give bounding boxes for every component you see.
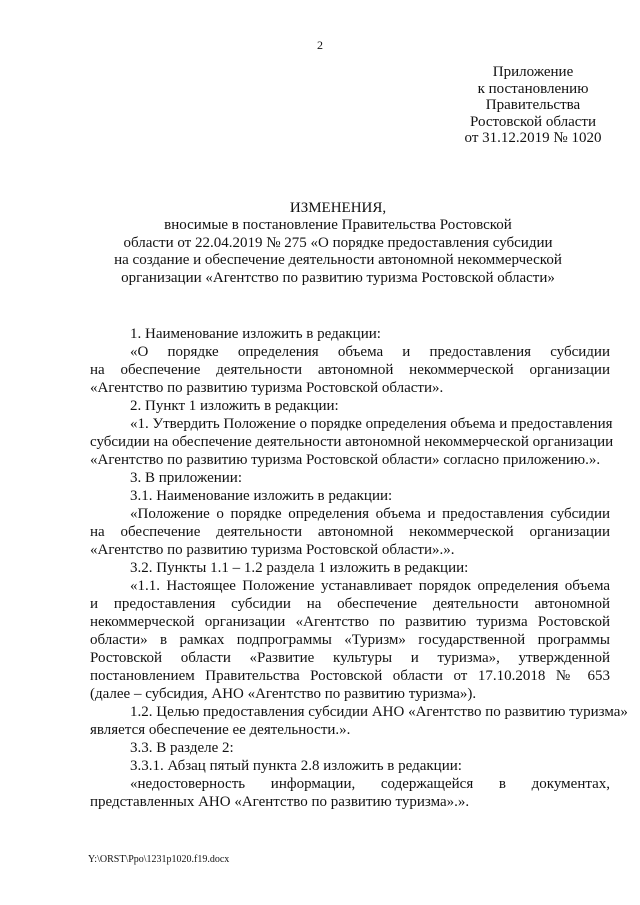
body-line: 3. В приложении: xyxy=(130,470,242,486)
annex-line: Правительства xyxy=(485,97,581,114)
body-line: некоммерческой организации «Агентство по развитию туризма Ростовской xyxy=(90,614,610,630)
body-line: «недостоверность информации, содержащейся в документах, xyxy=(130,776,610,792)
page-number: 2 xyxy=(317,38,323,52)
body-line: постановлением Правительства Ростовской области от 17.10.2018 № 653 xyxy=(90,668,610,684)
body-line: «О порядке определения объема и предоставления субсидии xyxy=(130,344,610,360)
body-line: «Агентство по развитию туризма Ростовской области» согласно приложению.». xyxy=(90,452,601,468)
annex-line: Ростовской области xyxy=(470,113,596,130)
body-line: «Агентство по развитию туризма Ростовской области». xyxy=(90,380,444,396)
body-line: области» в рамках подпрограммы «Туризм» государственной программы xyxy=(90,632,610,648)
annex-block xyxy=(448,64,618,147)
annex-line: от 31.12.2019 № 1020 xyxy=(464,130,602,147)
body-line: представленных АНО «Агентство по развитию туризма».». xyxy=(90,794,470,810)
body-line: 1.2. Целью предоставления субсидии АНО «Агентство по развитию туризма» xyxy=(130,704,628,720)
body-line: 2. Пункт 1 изложить в редакции: xyxy=(130,398,339,414)
body-line: «1. Утвердить Положение о порядке определения объема и предоставления xyxy=(130,416,613,432)
document-title xyxy=(90,200,586,287)
title-line: ИЗМЕНЕНИЯ, xyxy=(289,200,387,216)
title-line: вносимые в постановление Правительства Ростовской xyxy=(164,217,512,234)
body-line: является обеспечение ее деятельности.». xyxy=(90,722,351,738)
body-line: 3.3.1. Абзац пятый пункта 2.8 изложить в редакции: xyxy=(130,758,462,774)
body-line: 3.1. Наименование изложить в редакции: xyxy=(130,488,393,504)
title-line: области от 22.04.2019 № 275 «О порядке предоставления субсидии xyxy=(123,234,553,251)
body-line: «Агентство по развитию туризма Ростовской области».». xyxy=(90,542,455,558)
body-line: «Положение о порядке определения объема и предоставления субсидии xyxy=(130,506,610,522)
annex-line: Приложение xyxy=(492,64,574,80)
body-line: 1. Наименование изложить в редакции: xyxy=(130,326,381,342)
body-line: и предоставления субсидии на обеспечение деятельности автономной xyxy=(90,596,610,612)
body-line: на обеспечение деятельности автономной некоммерческой организации xyxy=(90,362,610,378)
body-line: 3.3. В разделе 2: xyxy=(130,740,234,756)
body-line: (далее – субсидия, АНО «Агентство по развитию туризма»). xyxy=(90,686,477,702)
annex-line: к постановлению xyxy=(477,80,589,97)
title-line: на создание и обеспечение деятельности автономной некоммерческой xyxy=(114,252,562,269)
body-line: «1.1. Настоящее Положение устанавливает порядок определения объема xyxy=(130,578,610,594)
file-path-footer: Y:\ORST\Ppo\1231p1020.f19.docx xyxy=(88,854,230,865)
body-line: 3.2. Пункты 1.1 – 1.2 раздела 1 изложить в редакции: xyxy=(130,560,469,576)
body-line: на обеспечение деятельности автономной некоммерческой организации xyxy=(90,524,610,540)
title-line: организации «Агентство по развитию туризма Ростовской области» xyxy=(121,269,555,286)
body-line: субсидии на обеспечение деятельности автономной некоммерческой организации xyxy=(90,434,614,450)
body-line: Ростовской области «Развитие культуры и туризма», утвержденной xyxy=(90,650,610,666)
